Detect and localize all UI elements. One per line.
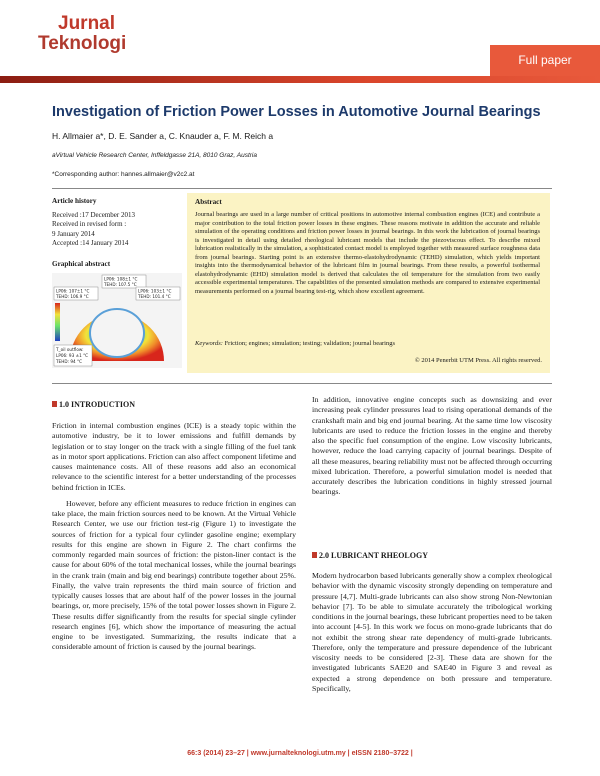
- paper-title: Investigation of Friction Power Losses in Automotive Journal Bearings: [52, 104, 541, 120]
- page-footer: 66:3 (2014) 23–27 | www.jurnalteknologi.utm.my | eISSN 2180–3722 |: [187, 750, 413, 757]
- label-top-line1: LP06: 108±1 °C: [104, 276, 138, 282]
- revised-date: 9 January 2014: [52, 229, 95, 238]
- intro-paragraph-1: Friction in internal combustion engines (ICE) is a steady topic within the automotive industry, be it to lower emissions and fulfill demands by legislation or to stay longer on the track with a single filling of the fuel tank as in motor sport applications. Friction can also affect component lifetime and causes maintenance costs. All of these reasons add also an economical relevance to the scientific interest for a better understanding of the processes behind friction in ICEs.: [52, 421, 296, 492]
- received-date: Received :17 December 2013: [52, 210, 135, 219]
- right-column: [312, 395, 552, 498]
- keywords-list: Friction; engines; simulation; testing; validation; journal bearings: [222, 340, 395, 347]
- right-column-2: [312, 571, 552, 694]
- copyright: © 2014 Penerbit UTM Press. All rights reserved.: [414, 357, 542, 364]
- corresponding-author: *Corresponding author: hannes.allmaier@v2c2.at: [52, 171, 195, 178]
- color-scale-bar: [55, 303, 60, 341]
- intro-paragraph-2: However, before any efficient measures to reduce friction in engines can take place, the main friction sources need to be known. At the Virtual Vehicle Research Center, we use our friction test-rig (Figure 1) to investigate the sources of friction for a typical four cylinder gasoline engine; exemplary results for this engine are shown in Figure 2. The chart confirms the commonly regarded main sources of friction: the piston-liner contact is the cause for about 60% of the total mechanical losses, while the journal bearings in the crank train (main and big end bearings) contribute together about 25%. Finally, the valve train represents the third main source of friction and typically causes losses that are about half of the power losses in the journal bearings, or, more precisely, 15% of the total power losses shown in Figure 2. These results differ significantly from the results for special single cylinder research engines [6], which show the importance of measuring the actual engine to be investigated. Summarizing, the results indicate that a considerable amount of friction is caused by the journal bearings.: [52, 498, 296, 652]
- label-right-line2: TEHD: 101.4 °C: [138, 294, 171, 299]
- label-top-line2: TEHD: 107.5 °C: [104, 282, 137, 287]
- abstract-text: Journal bearings are used in a large number of critical positions in automotive internal combustion engines (ICE) and contribute a major contribution to the total friction power losses in these engines. These reasons motivate in addition the accurate and reliable simulation of the operating conditions and friction power losses in journal bearings. In this work the lubrication of journal bearings is investigated in detail using detailed rheological lubricant models that include the piezoviscous effect. To describe mixed lubrication realistically in the simulation, a sophisticated contact model is employed together with measured surface roughness data from journal bearings. Starting point is an extensive thermo-elastohydrodynamic (TEHD) simulation, which yields important insights into the thermodynamical behavior of the lubricant film in journal bearings. From these results, a powerful isothermal elastohydrodynamic (EHD) simulation model is derived that calculates the oil temperature for the simulation from two easily accessible experimental temperatures. The capabilities of the presented simulation methods are compared to extensive experimental measurements performed on a journal bearing test-rig, which show excellent agreement.: [195, 211, 540, 295]
- label-bottom-line2: LP06: 93 ±1 °C: [56, 353, 89, 358]
- affiliation: aVirtual Vehicle Research Center, Inffeldgasse 21A, 8010 Graz, Austria: [52, 152, 257, 159]
- header-banner: [0, 76, 600, 83]
- section-marker: [312, 552, 317, 558]
- journal-logo: [38, 14, 126, 54]
- rheology-paragraph-1: Modern hydrocarbon based lubricants generally show a complex rheological behavior with the dynamic viscosity strongly depending on temperature and pressure [4,7]. Multi-grade lubricants can also show strong Non-Newtonian behavior [7]. To be able to simulate accurately the tribological working conditions in the journal bearings, these lubricant properties need to be taken into account [4-5]. In this work we focus on mono-grade lubricants that do not exhibit the strong shear rate dependency of multi-grade lubricants. Therefore, only the temperature and pressure dependence of the lubricant viscosity needs to be considered [2-3]. These data are shown for the investigated lubricants SAE20 and SAE40 in Figure 3 and reveal as expected a strong dependence on both pressure and temperature. Specifically,: [312, 571, 552, 693]
- graphical-abstract-heading: Graphical abstract: [52, 260, 111, 268]
- section-2-heading: [312, 551, 428, 560]
- left-column: [52, 421, 296, 653]
- label-right-line1: LP06: 103±1 °C: [138, 288, 172, 294]
- section-2-title: 2.0 LUBRICANT RHEOLOGY: [319, 551, 428, 560]
- label-bottom-line1: T_oil outflow:: [56, 347, 84, 352]
- full-paper-badge: Full paper: [490, 45, 600, 76]
- keywords: [195, 340, 395, 347]
- logo-line-1: Jurnal: [58, 13, 116, 34]
- accepted-date: Accepted :14 January 2014: [52, 239, 129, 247]
- article-history: [52, 197, 182, 249]
- section-marker: [52, 401, 57, 407]
- keywords-label: Keywords:: [195, 340, 223, 347]
- label-left-line2: TEHD: 106.9 °C: [56, 294, 89, 299]
- author-list: H. Allmaier a*, D. E. Sander a, C. Knauder a, F. M. Reich a: [52, 131, 274, 141]
- revised-label: Received in revised form :: [52, 220, 127, 228]
- section-1-heading: [52, 400, 135, 409]
- abstract-heading: Abstract: [195, 198, 222, 206]
- label-left-line1: LP06: 107±1 °C: [56, 288, 90, 294]
- section-1-title: 1.0 INTRODUCTION: [59, 400, 136, 409]
- graphical-abstract-image: [52, 273, 182, 368]
- divider-bottom: [52, 383, 552, 384]
- article-history-heading: Article history: [52, 197, 97, 205]
- label-bottom-line3: TEHD: 94 °C: [56, 359, 82, 364]
- intro-paragraph-3: In addition, innovative engine concepts such as downsizing and ever increasing peak cylinder pressures lead to rising operational demands of the crankshaft main and big end journal bearing. At the same time low viscosity lubricants are used to reduce the friction losses in the engine and thereby also the specific fuel consumption of the engine. Low viscosity lubricants, however, reduce the load carrying capacity of journal bearings. Despite of all these measures, bearing reliability must not be affected through occurring mixed lubrication. Therefore, a powerful simulation model is needed that accurately describes the lubrication conditions in highly stressed journal bearings.: [312, 395, 552, 497]
- divider-top: [52, 188, 552, 189]
- logo-line-2: Teknologi: [38, 33, 127, 54]
